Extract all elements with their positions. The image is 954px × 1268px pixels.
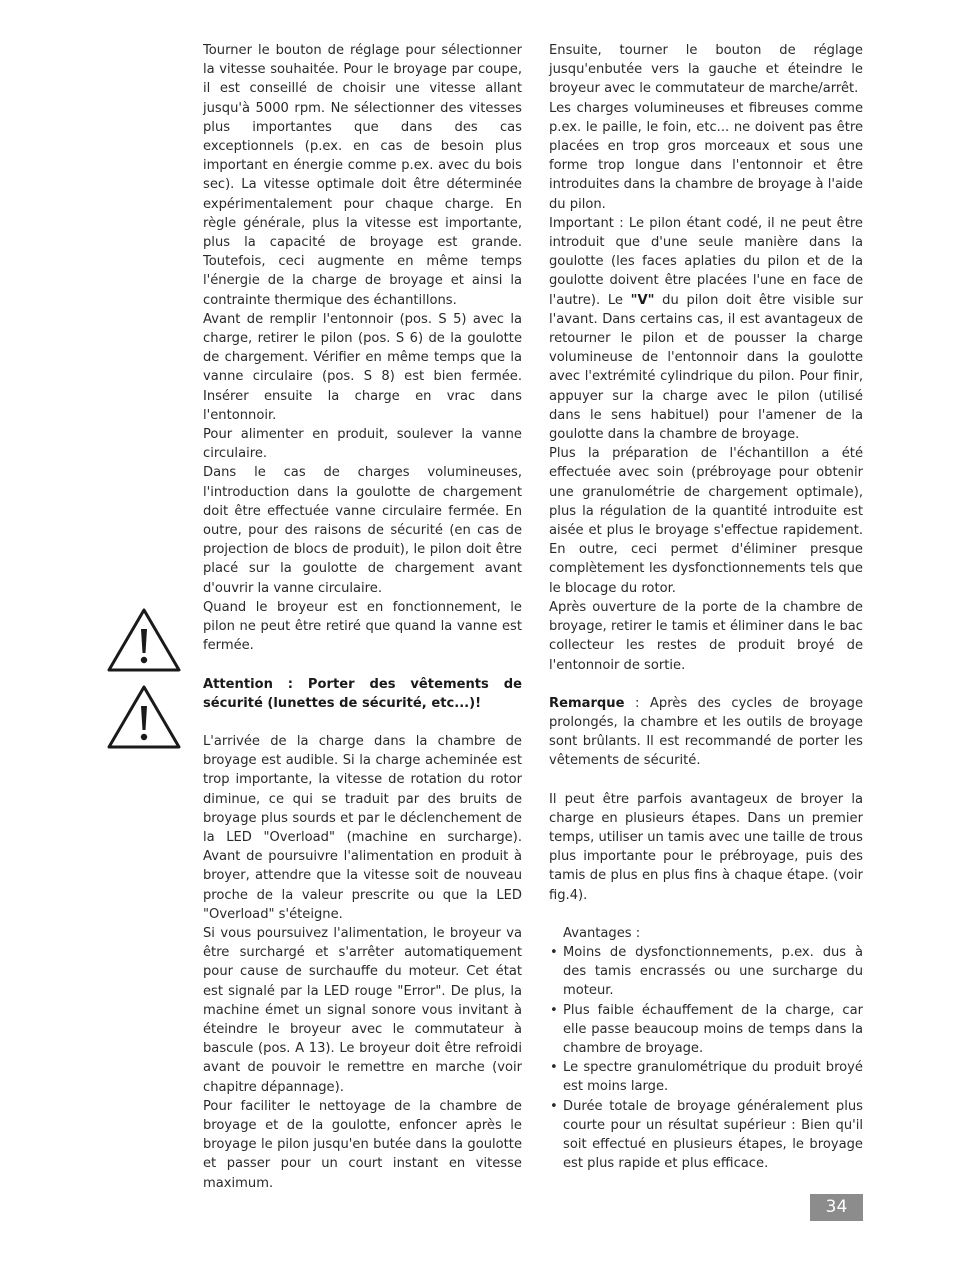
paragraph: Tourner le bouton de réglage pour sélectionner la vitesse souhaitée. Pour le broyage par coupe, il est conseillé de choisir une vitesse allant jusqu'à 5000 rpm. Ne sélectionner des vitesses plus importantes que dans des cas exceptionnels (p.ex. en cas de besoin plus important en énergie comme p.ex. avec du bois sec). La vitesse optimale doit être déterminée expérimentalement pour chaque charge. En règle générale, plus la vitesse est importante, plus la capacité de broyage est grande. Toutefois, ceci augmente en même temps l'énergie de la charge de broyage et ainsi la contrainte thermique des échantillons. xyxy=(203,43,522,308)
paragraph: Les charges volumineuses et fibreuses comme p.ex. le paille, le foin, etc... ne doivent pas être placées en trop gros morceaux et sous une forme trop longue dans l'entonnoir et être introduites dans la chambre de broyage à l'aide du pilon. xyxy=(549,100,863,212)
list-item: • Moins de dysfonctionnements, p.ex. dus à des tamis encrassés ou une surcharge du moteur. xyxy=(549,943,863,1001)
list-item: • Durée totale de broyage généralement plus courte pour un résultat supérieur : Bien qu'il soit effectué en plusieurs étapes, le broyage est plus rapide et plus efficace. xyxy=(549,1097,863,1174)
right-column xyxy=(549,41,863,1173)
attention-warning: Attention : Porter des vêtements de sécurité (lunettes de sécurité, etc...)! xyxy=(203,676,522,711)
left-column xyxy=(203,41,522,1193)
advantages-list xyxy=(549,943,863,1173)
remark-paragraph: Remarque : Après des cycles de broyage prolongés, la chambre et les outils de broyage sont brûlants. Il est recommandé de porter les vêtements de sécurité. xyxy=(549,695,863,769)
paragraph: Dans le cas de charges volumineuses, l'introduction dans la goulotte de chargement doit être effectuée vanne circulaire fermée. En outre, pour des raisons de sécurité (en cas de projection de blocs de produit), le pilon doit être placé sur la goulotte de chargement avant d'ouvrir la vanne circulaire. xyxy=(203,465,522,596)
paragraph: Avant de remplir l'entonnoir (pos. S 5) avec la charge, retirer le pilon (pos. S 6) de la goulotte de chargement. Vérifier en même temps que la vanne circulaire (pos. S 8) est bien fermée. Insérer ensuite la charge en vrac dans l'entonnoir. xyxy=(203,311,522,423)
paragraph: Après ouverture de la porte de la chambre de broyage, retirer le tamis et éliminer dans le bac collecteur les restes de produit broyé de l'entonnoir de sortie. xyxy=(549,599,863,673)
paragraph: Ensuite, tourner le bouton de réglage jusqu'enbutée vers la gauche et éteindre le broyeur avec le commutateur de marche/arrêt. xyxy=(549,43,863,97)
paragraph: Il peut être parfois avantageux de broyer la charge en plusieurs étapes. Dans un premier temps, utiliser un tamis avec une taille de trous plus importante pour le prébroyage, puis des tamis de plus en plus fins à chaque étape. (voir fig.4). xyxy=(549,791,863,903)
paragraph: L'arrivée de la charge dans la chambre de broyage est audible. Si la charge acheminée est trop importante, la vitesse de rotation du rotor diminue, ce qui se traduit par des bruits de broyage plus sourds et par le déclenchement de la LED "Overload" (machine en surcharge). Avant de poursuivre l'alimentation en produit à broyer, attendre que la vitesse soit de nouveau proche de la valeur prescrite ou que la LED "Overload" s'éteigne. xyxy=(203,733,522,922)
list-item: • Le spectre granulométrique du produit broyé est moins large. xyxy=(549,1058,863,1096)
list-item: • Plus faible échauffement de la charge, car elle passe beaucoup moins de temps dans la chambre de broyage. xyxy=(549,1001,863,1059)
warning-triangle-icon xyxy=(106,684,182,750)
page-number: 34 xyxy=(810,1194,863,1221)
advantages-title: Avantages : xyxy=(563,925,641,941)
paragraph: Si vous poursuivez l'alimentation, le broyeur va être surchargé et s'arrêter automatiquement pour cause de surchauffe du moteur. Cet état est signalé par la LED rouge "Error". De plus, la machine émet un signal sonore vous invitant à éteindre le broyeur avec le commutateur à bascule (pos. A 13). Le broyeur doit être refroidi avant de pouvoir le remettre en marche (voir chapitre dépannage). xyxy=(203,925,522,1095)
warning-triangle-icon xyxy=(106,607,182,673)
paragraph: Pour faciliter le nettoyage de la chambre de broyage et de la goulotte, enfoncer après le broyage le pilon jusqu'en butée dans la goulotte et passer pour un court instant en vitesse maximum. xyxy=(203,1098,522,1191)
paragraph: Important : Le pilon étant codé, il ne peut être introduit que d'une seule manière dans la goulotte (les faces aplaties du pilon et de la goulotte doivent être placées l'une en face de l'autre). Le "V" du pilon doit être visible sur l'avant. Dans certains cas, il est avantageux de retourner le pilon et de pousser la charge volumineuse de l'entonnoir dans la goulotte avec l'extrémité cylindrique du pilon. Pour finir, appuyer sur la charge avec le pilon (utilisé dans le sens habituel) pour l'amener de la goulotte dans la chambre de broyage. xyxy=(549,215,863,443)
paragraph: Pour alimenter en produit, soulever la vanne circulaire. xyxy=(203,427,522,462)
paragraph: Quand le broyeur est en fonctionnement, le pilon ne peut être retiré que quand la vanne est fermée. xyxy=(203,599,522,654)
paragraph: Plus la préparation de l'échantillon a été effectuée avec soin (prébroyage pour obtenir une granulométrie de chargement optimale), plus la régulation de la quantité introduite est aisée et plus le broyage s'effectue rapidement. En outre, ceci permet d'éliminer presque complètement les dysfonctionnements tels que le blocage du rotor. xyxy=(549,446,863,596)
